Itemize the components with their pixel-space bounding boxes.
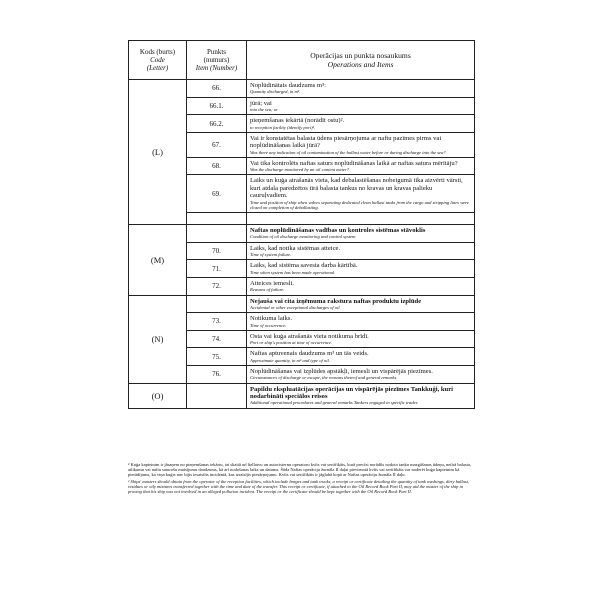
- item-text-en: Time when system has been made operational.: [250, 269, 336, 275]
- footnote-lv: ² Kuģa kapteinim ir jāsaņem no pieņemšanas iekārtu, tai skaitā arī liellaivu un autocisternu operatoru kvīts vai sertifikāts, kurā precīzi norādīts nodoto tanku mazgāšanas ūdeņu, netīrā balasta, atlikumu vai naftu saturošu maisījumu daudzums, kā arī nodošanas laiks un datums. Šāda Naftas operāciju žurnāla II daļai pievienotā kvīts vai sertifikāts var noderēt kuģa kapteinim kā pierādījums, ka viņa kuģis nav bijis iesaistīts incidentā, kas izraisījis piesārņojumu. Kvīts vai sertifikāts ir jāglabā kopā ar Naftas operāciju žurnāla II daļu.: [128, 462, 471, 478]
- item-number: 66.: [187, 80, 247, 98]
- table-row: [129, 295, 475, 313]
- item-number: 72.: [187, 277, 247, 295]
- section-heading-lv: Naftas noplūdināšanas vadības un kontroles sistēmas stāvoklis: [250, 227, 426, 235]
- item-text: [247, 132, 475, 157]
- section-heading-lv: Papildu ekspluatācijas operācijas un vispārējās piezīmes Tankkuģi, kuri nodarbināti speciālos reisos: [250, 385, 453, 400]
- item-text-lv: Vai tika kontrolēts naftas saturs noplūdināšanas laikā ar naftas satura mērītāju?: [250, 159, 458, 167]
- item-text-lv: Osta vai kuģa atrašanās vieta notikuma brīdī.: [250, 332, 369, 340]
- item-text-lv: Naftas aptuvenais daudzums m³ un tās veids.: [250, 350, 369, 358]
- item-text: [247, 330, 475, 348]
- blank-cell: [187, 225, 247, 243]
- blank-cell: [247, 213, 475, 225]
- code-cell-l: (L): [129, 80, 187, 225]
- item-text-en: Was there any indication of oil contamination of the ballast water before or during discharge into the sea?: [250, 149, 446, 155]
- item-text-en: to reception facility (identify port)².: [250, 124, 316, 130]
- item-text: [247, 175, 475, 213]
- item-text-en: Time and position of ship when valves separating dedicated clean ballast tanks from the cargo and stripping lines were closed on completion of deballasting.: [250, 199, 469, 210]
- item-text-en: Port or ship's position at time of occurrence.: [250, 340, 333, 346]
- item-text: [247, 157, 475, 175]
- code-header-en: Code: [150, 56, 165, 64]
- code-header-letter: (Letter): [146, 64, 169, 72]
- item-number: 73.: [187, 313, 247, 331]
- ops-header-en: Operations and Items: [327, 60, 394, 69]
- operations-column-header: [247, 41, 475, 80]
- code-column-header: [129, 41, 187, 80]
- code-cell-o: (O): [129, 383, 187, 408]
- section-heading: [247, 295, 475, 313]
- footnote-en: ² Ships' masters should obtain from the operator of the reception facilities, which include barges and tank trucks, a receipt or certificate detailing the quantity of tank washings, dirty ballast, residues or oily mixtures transferred together with the time and date of the transfer. This receipt or certificate, if attached to the Oil Record Book Part II, may aid the master of the ship in proving that his ship was not involved in an alleged pollution incident. The receipt or the certificate should be kept together with the Oil Record Book Part II.: [128, 478, 469, 495]
- table-row: [129, 225, 475, 243]
- item-number: 76.: [187, 365, 247, 383]
- section-heading-en: Condition of oil discharge monitoring and control system: [250, 234, 356, 240]
- oil-record-book-page: [128, 40, 474, 409]
- item-number: 66.1.: [187, 97, 247, 115]
- item-text: [247, 97, 475, 115]
- item-text: [247, 242, 475, 260]
- item-text: [247, 80, 475, 98]
- item-text: [247, 348, 475, 366]
- item-text: [247, 260, 475, 278]
- item-number: 67.: [187, 132, 247, 157]
- item-number: 75.: [187, 348, 247, 366]
- item-text-en: Approximate quantity, in m³ and type of oil.: [250, 357, 330, 363]
- section-heading-en: Additional operational procedures and general remarks Tankers engaged in specific trades: [250, 400, 418, 406]
- item-text-lv: Noplūdinātais daudzums m³:: [250, 82, 326, 89]
- blank-cell: [187, 213, 247, 225]
- item-text-en: into the sea; or: [250, 107, 278, 113]
- item-number: 71.: [187, 260, 247, 278]
- item-text-en: Reasons of failure.: [250, 287, 285, 293]
- item-text-en: Circumstances of discharge or escape, the reasons thereof and general remarks.: [250, 375, 398, 381]
- blank-cell: [187, 383, 247, 408]
- operations-table: [128, 40, 475, 409]
- item-text-lv: Notikuma laiks.: [250, 315, 293, 323]
- item-text-lv: Laiks, kad sistēma savesta darba kārtībā.: [250, 262, 358, 270]
- item-text-lv: Atteices iemesli.: [250, 279, 294, 287]
- section-heading: [247, 225, 475, 243]
- section-heading-en: Accidental or other exceptional discharges of oil: [250, 304, 340, 310]
- item-text-lv: Vai ir konstatētas balasta ūdens piesārņojuma ar naftu pazīmes pirms vai noplūdināšanas laikā jūrā?: [250, 134, 442, 150]
- code-cell-n: (N): [129, 295, 187, 383]
- item-text-en: Time of system failure.: [250, 252, 292, 258]
- item-number: 74.: [187, 330, 247, 348]
- item-text-lv: pieņemšanas iekārtā (norādīt ostu)².: [250, 117, 345, 125]
- item-number: 69.: [187, 175, 247, 213]
- code-header-lv: Kods (burts): [139, 48, 176, 56]
- item-text: [247, 365, 475, 383]
- item-text: [247, 313, 475, 331]
- item-text-en: Quantity discharged, in m³.: [250, 89, 301, 95]
- item-text-lv: Noplūdināšanas vai izplūdes apstākļi, iemesli un vispārējās piezīmes.: [250, 367, 433, 375]
- item-text-en: Time of occurrence.: [250, 322, 287, 328]
- item-text: [247, 115, 475, 133]
- table-row: [129, 383, 475, 408]
- item-header-en: Item (Number): [195, 64, 238, 72]
- code-cell-m: (M): [129, 225, 187, 295]
- item-header-lv2: (numurs): [203, 56, 230, 64]
- section-heading: [247, 383, 475, 408]
- table-header-row: [129, 41, 475, 80]
- ops-header-lv: Operācijas un punkta nosaukums: [310, 51, 411, 60]
- section-heading-lv: Nejauša vai cita izņēmuma rakstura naftas produktu izplūde: [250, 297, 422, 305]
- item-text: [247, 277, 475, 295]
- blank-cell: [187, 295, 247, 313]
- table-row: [129, 80, 475, 98]
- item-number: 70.: [187, 242, 247, 260]
- item-column-header: [187, 41, 247, 80]
- item-header-lv1: Punkts: [206, 48, 227, 56]
- item-number: 66.2.: [187, 115, 247, 133]
- item-text-lv: jūrā; vai: [250, 99, 272, 107]
- item-text-lv: Laiks, kad notika sistēmas atteice.: [250, 244, 341, 252]
- item-text-en: Was the discharge monitored by an oil content meter?: [250, 167, 350, 173]
- item-number: 68.: [187, 157, 247, 175]
- item-text-lv: Laiks un kuģa atrašanās vieta, kad debalastēšanas nobeigumā tika aizvērti vārsti, kuri atdala paredzētos tīrā balasta tankus no kravas un kravas palieku cauruļvadiem.: [250, 177, 463, 200]
- footnotes: [128, 462, 474, 496]
